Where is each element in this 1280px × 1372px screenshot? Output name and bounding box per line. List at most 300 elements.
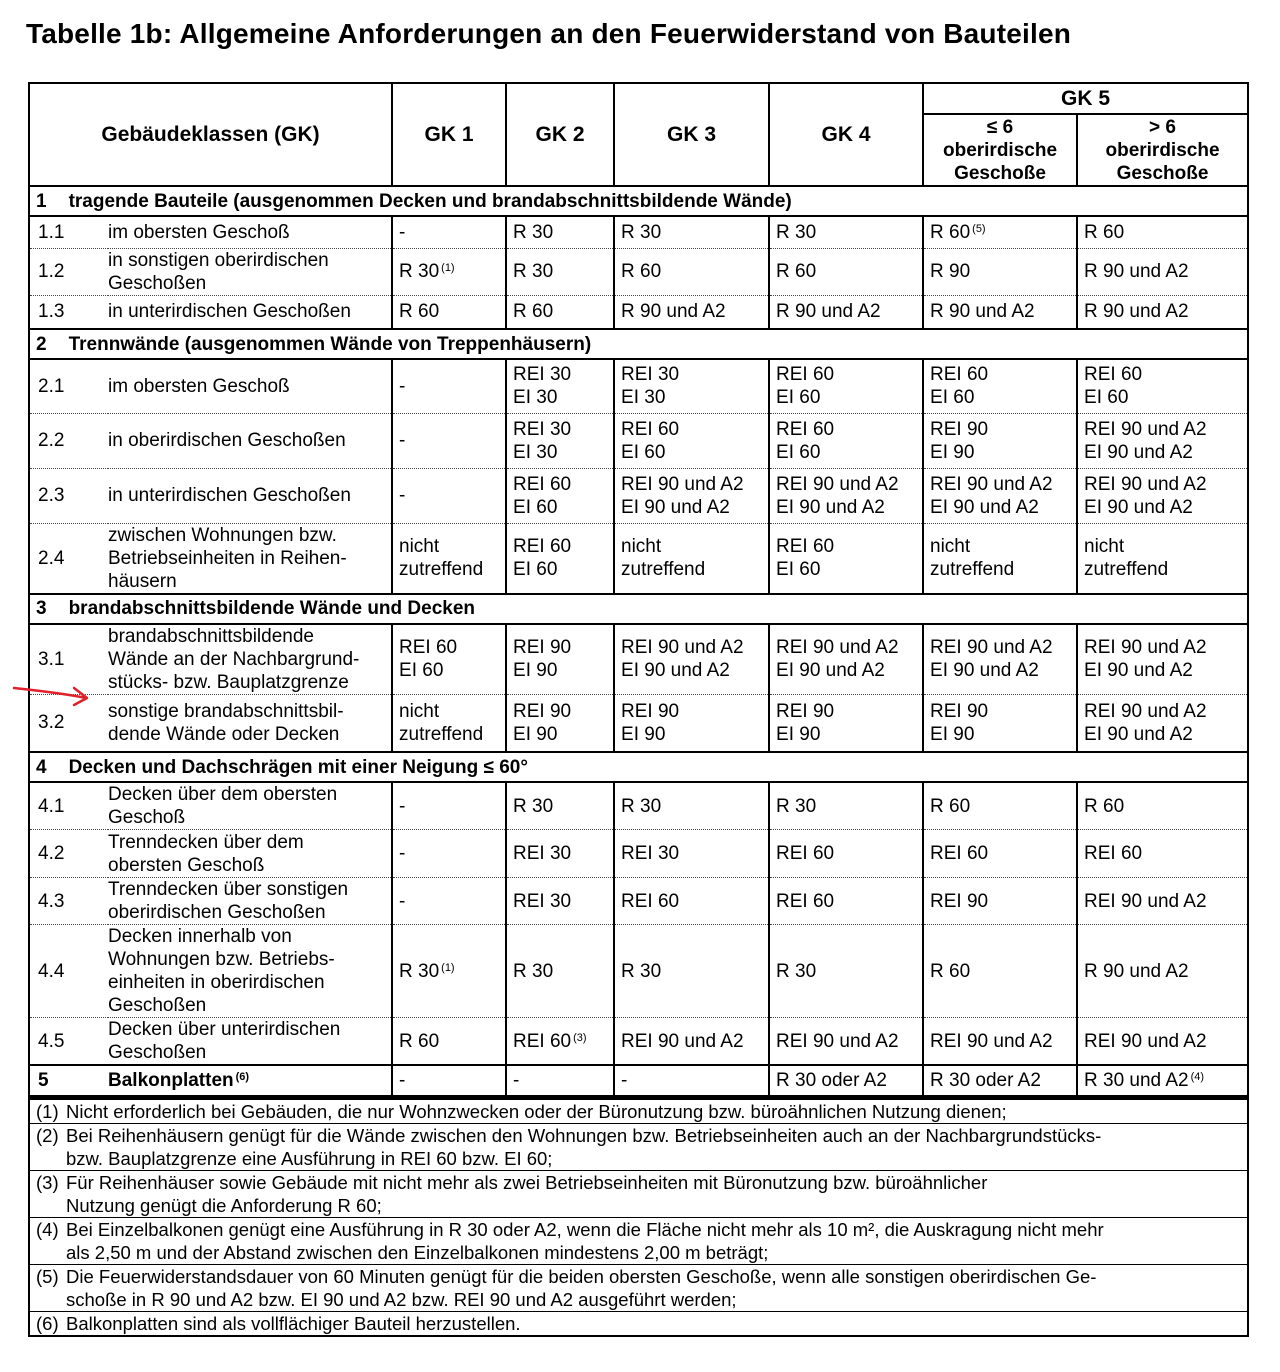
cell-gk5b (1077, 413, 1247, 468)
section-title: tragende Bauteile (ausgenommen Decken und brandabschnittsbildende Wände) (68, 190, 792, 212)
footnote-ref: (4) (1190, 1071, 1205, 1083)
cell-value: EI 90 (930, 441, 975, 463)
cell-value: REI 90 und A2 (1084, 1030, 1207, 1052)
cell-value: EI 30 (621, 387, 666, 409)
cell-value: zutreffend (930, 559, 1015, 580)
cell-value: REI 60 (621, 890, 680, 912)
cell-gk1 (392, 694, 506, 752)
cell-value: zutreffend (621, 559, 706, 580)
gk1-header: GK 1 (392, 84, 506, 186)
cell-gk2 (506, 523, 614, 594)
footnote-number: (2) (30, 1124, 60, 1171)
cell-gk5a (923, 1065, 1077, 1096)
cell-value: R 90 und A2 (1084, 261, 1189, 282)
cell-gk2 (506, 413, 614, 468)
footnote-text (60, 1099, 1247, 1124)
footnote-text (60, 1312, 1247, 1336)
row-number: 2.3 (30, 468, 108, 523)
cell-value: R 30 (776, 221, 817, 243)
section-title: Trennwände (ausgenommen Wände von Treppenhäusern) (68, 333, 592, 355)
cell-gk2 (506, 925, 614, 1018)
cell-value: EI 30 (513, 441, 558, 463)
cell-gk4 (769, 1065, 923, 1096)
table-row (30, 878, 1247, 925)
cell-value: nicht (930, 536, 971, 557)
cell-value: REI 90 (621, 700, 680, 722)
table-row (30, 359, 1247, 413)
footnote-line: Nutzung genügt die Anforderung R 60; (66, 1195, 382, 1216)
gk5-gt6-line1: > 6 (1149, 116, 1176, 138)
cell-gk4 (769, 925, 923, 1018)
cell-value: EI 90 (930, 723, 975, 745)
cell-value: nicht (1084, 536, 1125, 557)
row-label (108, 694, 392, 752)
cell-value: EI 90 (776, 723, 821, 745)
cell-value: EI 60 (621, 441, 666, 463)
cell-gk1 (392, 830, 506, 878)
row-label-line: Trenndecken über dem (108, 831, 304, 853)
cell-gk4 (769, 830, 923, 878)
table-row (30, 295, 1247, 329)
cell-value: R 90 (930, 261, 971, 282)
cell-value: EI 90 und A2 (930, 660, 1039, 681)
row-label-line: häusern (108, 570, 177, 592)
cell-gk3 (614, 1065, 769, 1096)
cell-gk5b (1077, 694, 1247, 752)
cell-gk3 (614, 925, 769, 1018)
cell-gk5a (923, 413, 1077, 468)
section-header (30, 752, 1247, 782)
cell-value: REI 90 und A2 (776, 473, 899, 495)
row-label-line: zwischen Wohnungen bzw. (108, 524, 337, 546)
cell-value: EI 90 und A2 (1084, 660, 1193, 681)
cell-gk4 (769, 523, 923, 594)
cell-value: EI 90 und A2 (776, 660, 885, 681)
cell-gk5b (1077, 624, 1247, 695)
cell-gk5a (923, 359, 1077, 413)
footnote (30, 1265, 1247, 1312)
footnote-ref: (3) (573, 1031, 587, 1044)
cell-value: - (399, 430, 406, 451)
cell-gk1 (392, 1065, 506, 1096)
cell-value: R 90 und A2 (621, 301, 726, 323)
row-label-line: Decken über unterirdischen (108, 1019, 341, 1040)
cell-gk4 (769, 216, 923, 248)
cell-value: EI 90 und A2 (1084, 496, 1193, 518)
cell-gk2 (506, 830, 614, 878)
row-label-line: oberirdischen Geschoßen (108, 902, 326, 923)
cell-value: R 60 (399, 1030, 440, 1052)
row-label-line: Decken über dem obersten (108, 784, 338, 805)
requirements-table (30, 84, 1247, 1097)
cell-value: R 60 (513, 301, 554, 323)
section-row (30, 329, 1247, 359)
row-label-line: im obersten Geschoß (108, 375, 290, 397)
cell-gk5a (923, 295, 1077, 329)
cell-value: EI 90 und A2 (930, 496, 1039, 518)
gk-label-header: Gebäudeklassen (GK) (101, 123, 320, 146)
row-label (108, 1018, 392, 1066)
row-number: 4.5 (30, 1018, 108, 1066)
cell-value: REI 60 (513, 473, 572, 495)
cell-gk5a (923, 694, 1077, 752)
cell-gk3 (614, 359, 769, 413)
footnote-line: Nicht erforderlich bei Gebäuden, die nur Wohnzwecken oder der Büronutzung bzw. büroähnlichen Nutzung dienen; (66, 1101, 1007, 1122)
cell-value: REI 90 (930, 418, 989, 440)
cell-value: R 30 (621, 960, 662, 982)
cell-value: EI 90 und A2 (776, 496, 885, 518)
cell-gk2 (506, 1018, 614, 1066)
cell-value: R 60 (776, 261, 817, 282)
gk5-header: GK 5 (923, 84, 1247, 114)
cell-value: EI 60 (776, 559, 821, 580)
cell-gk5b (1077, 248, 1247, 295)
cell-gk5a (923, 782, 1077, 830)
cell-value: R 30 (621, 795, 662, 817)
cell-value: EI 90 und A2 (1084, 723, 1193, 745)
cell-gk5b (1077, 216, 1247, 248)
row-number: 1.3 (30, 295, 108, 329)
footnote-line: schoße in R 90 und A2 bzw. EI 90 und A2 bzw. REI 90 und A2 ausgeführt werden; (66, 1289, 737, 1310)
gk2-header: GK 2 (506, 84, 614, 186)
cell-gk3 (614, 248, 769, 295)
cell-value: REI 60 (621, 418, 680, 440)
footnote-ref: (1) (441, 262, 455, 274)
section-number: 1 (36, 190, 47, 212)
row-label (108, 782, 392, 830)
footnote (30, 1171, 1247, 1218)
section-row (30, 752, 1247, 782)
cell-gk3 (614, 468, 769, 523)
cell-gk5b (1077, 925, 1247, 1018)
cell-gk5b (1077, 468, 1247, 523)
cell-value: REI 90 und A2 (776, 637, 899, 658)
cell-value: R 90 und A2 (1084, 960, 1189, 982)
row-label-line: in unterirdischen Geschoßen (108, 301, 351, 323)
cell-gk3 (614, 1018, 769, 1066)
cell-gk1 (392, 925, 506, 1018)
cell-value: REI 60 (776, 364, 835, 386)
cell-gk5a (923, 878, 1077, 925)
row-label-line: Betriebseinheiten in Reihen- (108, 547, 347, 569)
cell-gk1 (392, 359, 506, 413)
cell-gk5b (1077, 1065, 1247, 1096)
section-row (30, 186, 1247, 216)
footnote-number: (6) (30, 1312, 60, 1336)
cell-gk5a (923, 248, 1077, 295)
red-arrow-icon (12, 678, 92, 708)
row-label (108, 413, 392, 468)
cell-value: - (399, 485, 406, 506)
cell-value: EI 30 (513, 387, 558, 409)
cell-value: R 60 (930, 960, 971, 982)
row-number: 2.1 (38, 375, 65, 397)
row-label (108, 925, 392, 1018)
cell-gk2 (506, 1065, 614, 1096)
cell-gk4 (769, 782, 923, 830)
cell-value: REI 60 (1084, 843, 1143, 864)
table-row (30, 624, 1247, 695)
footnote-number: (3) (30, 1171, 60, 1218)
row-label (108, 359, 392, 413)
row-label-line: Geschoßen (108, 272, 207, 294)
page-title: Tabelle 1b: Allgemeine Anforderungen an den Feuerwiderstand von Bauteilen (26, 18, 1072, 49)
cell-gk3 (614, 782, 769, 830)
cell-value: REI 90 und A2 (1084, 637, 1207, 658)
row-label-line: einheiten in oberirdischen (108, 972, 325, 993)
footnote-ref: (5) (972, 222, 986, 235)
cell-value: zutreffend (1084, 559, 1169, 580)
cell-gk5b (1077, 295, 1247, 329)
cell-value: REI 90 und A2 (930, 1030, 1053, 1052)
cell-value: REI 90 und A2 (930, 473, 1053, 495)
cell-gk5b (1077, 782, 1247, 830)
cell-gk3 (614, 878, 769, 925)
cell-value: R 30 (776, 795, 817, 817)
cell-value: - (621, 1070, 628, 1091)
row-label-line: dende Wände oder Decken (108, 723, 340, 745)
gk5-le6-header (923, 114, 1077, 186)
cell-value: R 30 (399, 960, 440, 982)
cell-gk3 (614, 624, 769, 695)
gk5-le6-line1: ≤ 6 (986, 116, 1014, 138)
cell-value: R 30 (513, 221, 554, 243)
cell-value: R 60 (621, 261, 662, 282)
cell-value: REI 60 (513, 1030, 572, 1052)
row-label-line: stücks- bzw. Bauplatzgrenze (108, 671, 349, 693)
cell-gk5a (923, 468, 1077, 523)
cell-gk5b (1077, 1018, 1247, 1066)
cell-value: - (399, 221, 406, 243)
cell-value: EI 90 (513, 660, 558, 681)
cell-value: - (399, 843, 406, 864)
cell-value: EI 90 (621, 723, 666, 745)
row-number: 4.4 (30, 925, 108, 1018)
cell-gk2 (506, 624, 614, 695)
cell-gk4 (769, 694, 923, 752)
section-header (30, 329, 1247, 359)
cell-value: REI 90 (930, 890, 989, 912)
footnote-ref: (6) (235, 1071, 250, 1083)
cell-gk2 (506, 694, 614, 752)
cell-gk5b (1077, 523, 1247, 594)
table-row (30, 413, 1247, 468)
section-header (30, 186, 1247, 216)
row-number: 4.3 (30, 878, 108, 925)
cell-gk1 (392, 295, 506, 329)
row-label-line: Wände an der Nachbargrund- (108, 648, 360, 670)
gk5-gt6-header (1077, 114, 1247, 186)
cell-value: EI 60 (513, 496, 558, 518)
row-label-line: Wohnungen bzw. Betriebs- (108, 949, 335, 970)
row-label (108, 468, 392, 523)
cell-value: REI 90 und A2 (776, 1030, 899, 1052)
cell-gk2 (506, 295, 614, 329)
cell-value: R 30 (399, 261, 440, 282)
cell-value: REI 90 und A2 (1084, 700, 1207, 722)
cell-value: R 60 (1084, 221, 1125, 243)
cell-value: REI 30 (621, 843, 680, 864)
cell-value: REI 60 (776, 890, 835, 912)
cell-gk3 (614, 295, 769, 329)
cell-value: REI 90 und A2 (1084, 890, 1207, 912)
row-label (108, 248, 392, 295)
footnote-text (60, 1265, 1247, 1312)
row-number: 3.1 (38, 648, 65, 670)
gk5-le6-line2: oberirdische (942, 139, 1058, 161)
section-title: brandabschnittsbildende Wände und Decken (68, 598, 476, 619)
cell-gk2 (506, 468, 614, 523)
cell-value: zutreffend (399, 559, 484, 580)
cell-value: REI 90 und A2 (930, 637, 1053, 658)
footnote-text (60, 1124, 1247, 1171)
row-label (108, 295, 392, 329)
footnote-text (60, 1218, 1247, 1265)
cell-gk1 (392, 216, 506, 248)
cell-value: R 30 oder A2 (776, 1070, 887, 1091)
cell-gk5a (923, 523, 1077, 594)
cell-value: REI 90 und A2 (1084, 473, 1207, 495)
cell-gk4 (769, 413, 923, 468)
cell-value: REI 30 (513, 364, 572, 386)
row-label-line: Decken innerhalb von (108, 926, 292, 947)
cell-value: R 30 (513, 261, 554, 282)
table-row (30, 523, 1247, 594)
cell-gk3 (614, 830, 769, 878)
footnote-line: bzw. Bauplatzgrenze eine Ausführung in REI 60 bzw. EI 60; (66, 1148, 553, 1169)
gk3-header: GK 3 (614, 84, 769, 186)
footnote (30, 1124, 1247, 1171)
cell-value: R 60 (399, 301, 440, 323)
gk5-le6-line3: Geschoße (954, 162, 1046, 184)
row-label-line: in unterirdischen Geschoßen (108, 485, 351, 506)
cell-value: REI 90 und A2 (621, 1030, 744, 1052)
row-number: 4.2 (30, 830, 108, 878)
cell-gk4 (769, 878, 923, 925)
cell-value: REI 60 (776, 418, 835, 440)
cell-gk3 (614, 523, 769, 594)
cell-value: R 90 und A2 (930, 301, 1035, 323)
footnote-line: Bei Reihenhäusern genügt für die Wände zwischen den Wohnungen bzw. Betriebseinheiten auch an der Nachbargrundstücks- (66, 1125, 1102, 1146)
cell-value: R 30 (513, 795, 554, 817)
row-label-line: sonstige brandabschnittsbil- (108, 700, 344, 722)
row-number: 5 (30, 1065, 108, 1096)
cell-value: R 60 (930, 795, 971, 817)
cell-value: R 30 (621, 221, 662, 243)
cell-gk1 (392, 782, 506, 830)
cell-gk4 (769, 248, 923, 295)
footnote-line: Balkonplatten sind als vollflächiger Bauteil herzustellen. (66, 1313, 521, 1334)
cell-gk4 (769, 624, 923, 695)
cell-value: EI 60 (399, 660, 444, 681)
row-label-line: in sonstigen oberirdischen (108, 249, 329, 271)
cell-value: - (513, 1070, 520, 1091)
cell-gk5a (923, 830, 1077, 878)
table-row (30, 925, 1247, 1018)
section-title: Decken und Dachschrägen mit einer Neigung ≤ 60° (68, 756, 528, 778)
cell-gk1 (392, 523, 506, 594)
cell-value: - (399, 795, 406, 817)
cell-value: REI 60 (1084, 364, 1143, 386)
footnote-number: (5) (30, 1265, 60, 1312)
cell-value: EI 60 (776, 387, 821, 409)
row-label-line: in oberirdischen Geschoßen (108, 430, 346, 451)
cell-value: EI 60 (776, 441, 821, 463)
footnote-line: Die Feuerwiderstandsdauer von 60 Minuten genügt für die beiden obersten Geschoße, wenn alle sonstigen oberirdischen Ge- (66, 1266, 1097, 1287)
cell-value: R 60 (930, 221, 971, 243)
cell-value: R 30 und A2 (1084, 1070, 1189, 1091)
cell-gk1 (392, 624, 506, 695)
footnote-line: Für Reihenhäuser sowie Gebäude mit nicht mehr als zwei Betriebseinheiten mit Büronutzung bzw. büroähnlicher (66, 1172, 988, 1193)
row-label (108, 624, 392, 695)
cell-gk4 (769, 468, 923, 523)
cell-value: REI 90 und A2 (621, 637, 744, 658)
cell-value: REI 30 (621, 364, 680, 386)
table-row (30, 782, 1247, 830)
cell-gk5b (1077, 359, 1247, 413)
footnote-number: (1) (30, 1099, 60, 1124)
cell-value: nicht (621, 536, 662, 557)
cell-value: REI 90 (930, 700, 989, 722)
row-label (108, 216, 392, 248)
cell-value: REI 60 (930, 364, 989, 386)
row-label (108, 830, 392, 878)
cell-value: REI 90 und A2 (1084, 418, 1207, 440)
gk5-gt6-line2: oberirdische (1105, 139, 1220, 161)
cell-gk1 (392, 248, 506, 295)
gk5-gt6-line3: Geschoße (1116, 162, 1209, 184)
row-number: 1.1 (38, 221, 65, 243)
row-number: 2.2 (30, 413, 108, 468)
row-label-line: Trenndecken über sonstigen (108, 879, 349, 900)
table-row (30, 468, 1247, 523)
cell-gk1 (392, 878, 506, 925)
row-label-line: Geschoßen (108, 995, 207, 1016)
cell-value: R 90 und A2 (1084, 301, 1189, 323)
cell-value: REI 90 (513, 637, 572, 658)
cell-value: - (399, 375, 406, 397)
footnote (30, 1218, 1247, 1265)
cell-gk3 (614, 413, 769, 468)
section-header (30, 594, 1247, 624)
row-number: 2.4 (30, 523, 108, 594)
cell-value: REI 60 (776, 536, 835, 557)
cell-gk1 (392, 1018, 506, 1066)
table-row (30, 830, 1247, 878)
cell-value: REI 60 (930, 843, 989, 864)
cell-gk5b (1077, 830, 1247, 878)
cell-gk5a (923, 216, 1077, 248)
cell-value: R 30 (776, 960, 817, 982)
row-number: 4.1 (38, 795, 65, 817)
row-label-line: Geschoßen (108, 1042, 207, 1063)
cell-gk5a (923, 1018, 1077, 1066)
cell-value: REI 90 (776, 700, 835, 722)
cell-value: REI 90 und A2 (621, 473, 744, 495)
header-row (30, 84, 1247, 114)
cell-gk3 (614, 694, 769, 752)
cell-value: REI 90 (513, 700, 572, 722)
footnote-number: (4) (30, 1218, 60, 1265)
table-row (30, 1065, 1247, 1096)
footnotes-table (30, 1097, 1247, 1335)
row-label-line: Geschoß (108, 807, 186, 828)
cell-gk2 (506, 878, 614, 925)
cell-value: REI 60 (776, 843, 835, 864)
cell-value: REI 30 (513, 418, 572, 440)
cell-value: - (399, 890, 406, 912)
cell-gk5a (923, 624, 1077, 695)
